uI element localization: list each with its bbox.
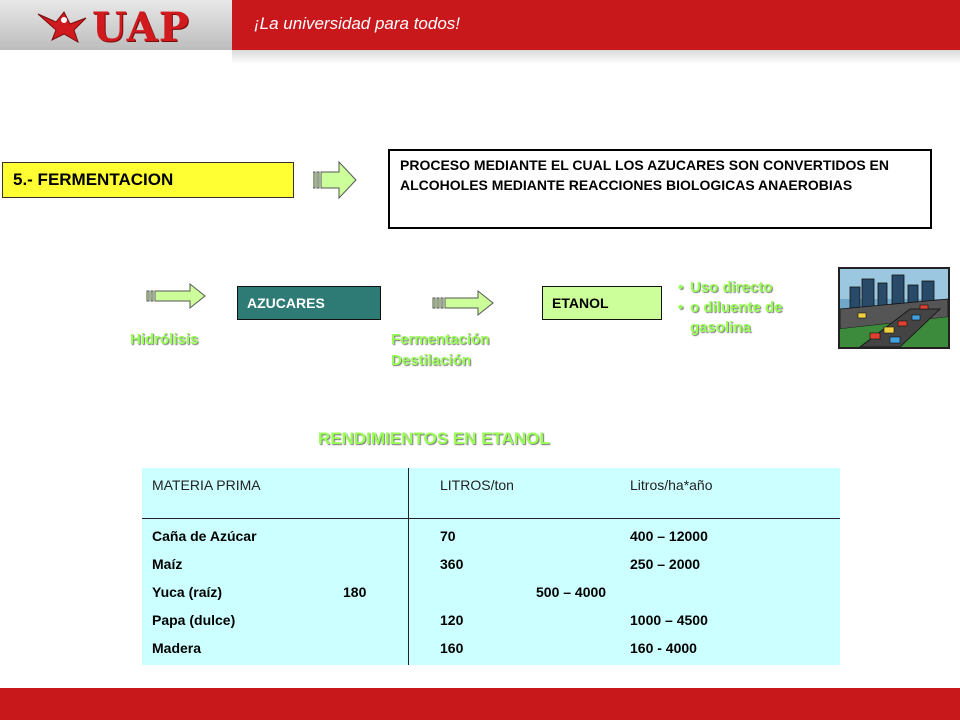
table-cell: 360 [440, 556, 464, 572]
table-cell: Caña de Azúcar [152, 528, 257, 544]
definition-box: PROCESO MEDIANTE EL CUAL LOS AZUCARES SON CONVERTIDOS EN ALCOHOLES MEDIANTE REACCIONES BIOLOGICAS ANAEROBIAS [388, 149, 932, 229]
hydrolysis-label: Hidrólisis [130, 331, 199, 348]
use-text: o diluente de [690, 299, 783, 316]
table-title: RENDIMIENTOS EN ETANOL [318, 429, 550, 448]
ethanol-box: ETANOL [542, 286, 662, 320]
list-item [678, 318, 838, 338]
table-cell: 160 [440, 640, 464, 656]
arrow-right-icon [146, 282, 206, 310]
table-cell: Maíz [152, 556, 183, 572]
column-header: MATERIA PRIMA [152, 477, 261, 493]
table-divider [408, 468, 409, 665]
table-cell: 70 [440, 528, 456, 544]
table-cell: 1000 – 4500 [630, 612, 708, 628]
table-cell: 500 – 4000 [536, 584, 607, 600]
table-cell: 400 – 12000 [630, 528, 708, 544]
use-text: gasolina [690, 319, 751, 336]
table-cell: 250 – 2000 [630, 556, 701, 572]
column-header: LITROS/ton [440, 477, 514, 493]
eagle-logo-icon [34, 4, 90, 46]
sugars-box: AZUCARES [237, 286, 381, 320]
footer-bar [0, 688, 960, 720]
table-cell: Madera [152, 640, 202, 656]
column-header: Litros/ha*año [630, 477, 713, 493]
distillation-label: Destilación [391, 352, 472, 369]
list-item: • o diluente de [678, 299, 783, 316]
table-cell: Papa (dulce) [152, 612, 236, 628]
fermentation-label: Fermentación [391, 331, 490, 348]
tagline: ¡La universidad para todos! [254, 14, 461, 33]
logo-text: UAP [92, 4, 190, 51]
table-cell: Yuca (raíz) [152, 584, 223, 600]
table-cell: 120 [440, 612, 464, 628]
table-cell: 160 - 4000 [630, 640, 697, 656]
header-shadow [232, 50, 960, 64]
yield-table [142, 468, 840, 665]
table-divider [142, 518, 840, 519]
uses-list [678, 278, 838, 338]
logo-area [0, 0, 232, 50]
city-traffic-image [838, 267, 950, 349]
arrow-right-icon [313, 160, 357, 200]
use-text: Uso directo [690, 279, 773, 296]
section-title: 5.- FERMENTACION [2, 162, 294, 198]
table-cell: 180 [343, 584, 367, 600]
arrow-right-icon [432, 289, 494, 317]
list-item: • Uso directo [678, 279, 773, 296]
